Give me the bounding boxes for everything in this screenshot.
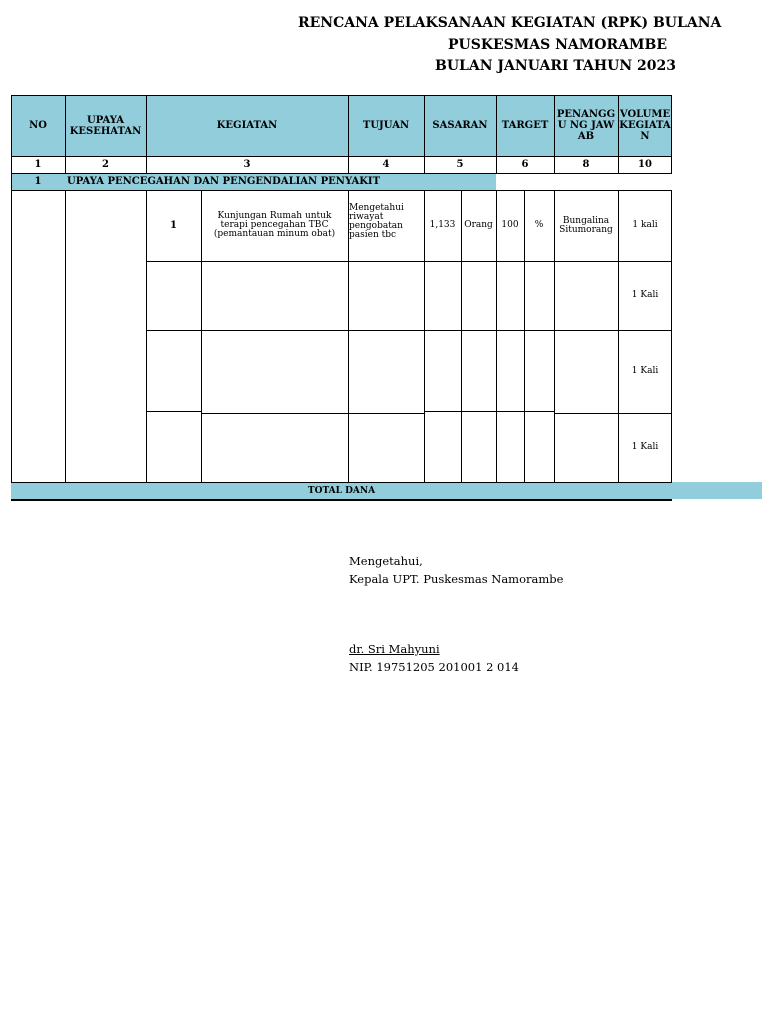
grid-line [201,413,424,414]
grid-line [11,173,672,174]
target-unit-cell: % [534,220,544,230]
grid-line [146,261,672,262]
grid-line [461,190,462,482]
signature-nip: NIP. 19751205 201001 2 014 [349,660,519,674]
header-kegiatan: KEGIATAN [216,120,278,131]
row-number: 1 [170,220,177,231]
document-title-line3: BULAN JANUARI TAHUN 2023 [435,58,676,74]
grid-line [11,156,672,157]
column-number: 5 [456,159,464,170]
header-sasaran: SASARAN [432,120,488,131]
grid-line [424,190,425,482]
sasaran-value-cell: 1,133 [429,220,456,230]
grid-line [146,95,147,173]
grid-line [11,190,672,191]
grid-line [618,190,619,482]
grid-line [554,95,555,173]
column-number: 10 [638,159,652,170]
tujuan-cell: Mengetahui riwayat pengobatan pasien tbc [349,203,404,240]
kegiatan-cell: Kunjungan Rumah untuk terapi pencegahan TBC (pemantauan minum obat) [213,211,336,239]
header-penanggung-jawab: PENANGGU NG JAWAB [556,109,616,142]
grid-line [65,190,66,482]
sasaran-unit-cell: Orang [464,220,493,230]
header-upaya-kesehatan: UPAYA KESEHATAN [69,114,142,137]
grid-line [554,190,555,482]
target-value-cell: 100 [501,220,519,230]
grid-line [201,190,202,482]
section-label: UPAYA PENCEGAHAN DAN PENGENDALIAN PENYAKIT [67,176,381,187]
grid-line [671,95,672,173]
grid-line [11,95,672,96]
document-title-line1: RENCANA PELAKSANAAN KEGIATAN (RPK) BULANA [298,15,722,31]
signature-acknowledge: Mengetahui, [349,554,423,568]
grid-line [496,190,497,482]
column-number: 1 [34,159,42,170]
signature-position: Kepala UPT. Puskesmas Namorambe [349,572,564,586]
volume-cell: 1 Kali [631,290,659,300]
total-dana-label: TOTAL DANA [307,485,376,496]
grid-line [424,95,425,173]
column-number: 2 [102,159,109,170]
grid-line [146,330,672,331]
grid-line [496,95,497,173]
penanggung-jawab-cell: Bungalina Situmorang [559,215,613,235]
header-tujuan: TUJUAN [362,120,410,131]
grid-line [146,411,201,412]
document-title-line2: PUSKESMAS NAMORAMBE [448,37,667,53]
column-number: 6 [521,159,529,170]
grid-line [11,499,672,501]
column-number: 3 [243,159,251,170]
grid-line [671,190,672,482]
grid-line [618,95,619,173]
grid-line [348,95,349,173]
grid-line [348,190,349,482]
grid-line [11,482,672,483]
volume-cell: 1 Kali [631,365,659,376]
grid-line [11,95,12,482]
grid-line [524,190,525,482]
column-number: 8 [582,159,590,170]
grid-line [554,413,672,414]
header-volume-kegiatan: VOLUME KEGIATA N [619,109,671,142]
signature-name: dr. Sri Mahyuni [349,642,440,656]
header-no: NO [29,120,47,131]
grid-line [424,411,554,412]
volume-cell: 1 kali [632,220,658,230]
header-target: TARGET [501,120,549,131]
grid-line [146,190,147,482]
column-number: 4 [382,159,390,170]
volume-cell: 1 Kali [631,441,659,452]
grid-line [65,95,66,173]
section-number: 1 [34,176,42,187]
